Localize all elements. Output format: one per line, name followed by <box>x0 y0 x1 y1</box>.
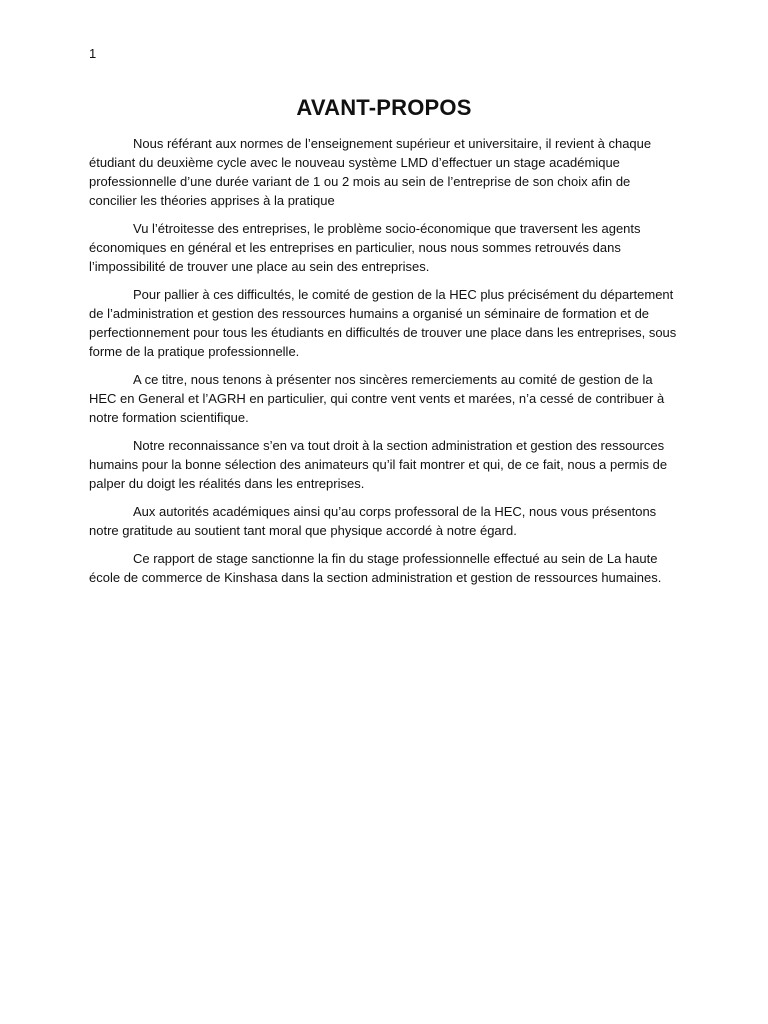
page-title: AVANT-PROPOS <box>296 95 472 120</box>
paragraph-3: Pour pallier à ces difficultés, le comité de gestion de la HEC plus précisément du département de l’administration et gestion des ressources humains a organisé un séminaire de formation et de perfectionnement pour tous les étudiants en difficultés de trouver une place dans les entreprises, sous forme de la pratique professionnelle. <box>89 287 677 359</box>
paragraph-2: Vu l’étroitesse des entreprises, le problème socio-économique que traversent les agents économiques en général et les entreprises en particulier, nous nous sommes retrouvés dans l’impossibilité de trouver une place au sein des entreprises. <box>89 221 641 274</box>
document-body <box>89 134 679 596</box>
paragraph-5: Notre reconnaissance s’en va tout droit à la section administration et gestion des ressources humains pour la bonne sélection des animateurs qu’il fait montrer et qui, de ce fait, nous a permis de palper du doigt les réalités dans les entreprises. <box>89 438 668 491</box>
page-number: 1 <box>89 46 97 61</box>
paragraph-4: A ce titre, nous tenons à présenter nos sincères remerciements au comité de gestion de la HEC en General et l’AGRH en particulier, qui contre vent vents et marées, n’a cessé de contribuer à notre formation scientifique. <box>89 372 665 425</box>
paragraph-7: Ce rapport de stage sanctionne la fin du stage professionnelle effectué au sein de La haute école de commerce de Kinshasa dans la section administration et gestion de ressources humaines. <box>89 551 662 585</box>
paragraph-1: Nous référant aux normes de l’enseignement supérieur et universitaire, il revient à chaque étudiant du deuxième cycle avec le nouveau système LMD d’effectuer un stage académique professionnelle d’une durée variant de 1 ou 2 mois au sein de l’entreprise de son choix afin de concilier les théories apprises à la pratique <box>89 136 652 208</box>
paragraph-6: Aux autorités académiques ainsi qu’au corps professoral de la HEC, nous vous présentons notre gratitude au soutient tant moral que physique accordé à notre égard. <box>89 504 657 538</box>
